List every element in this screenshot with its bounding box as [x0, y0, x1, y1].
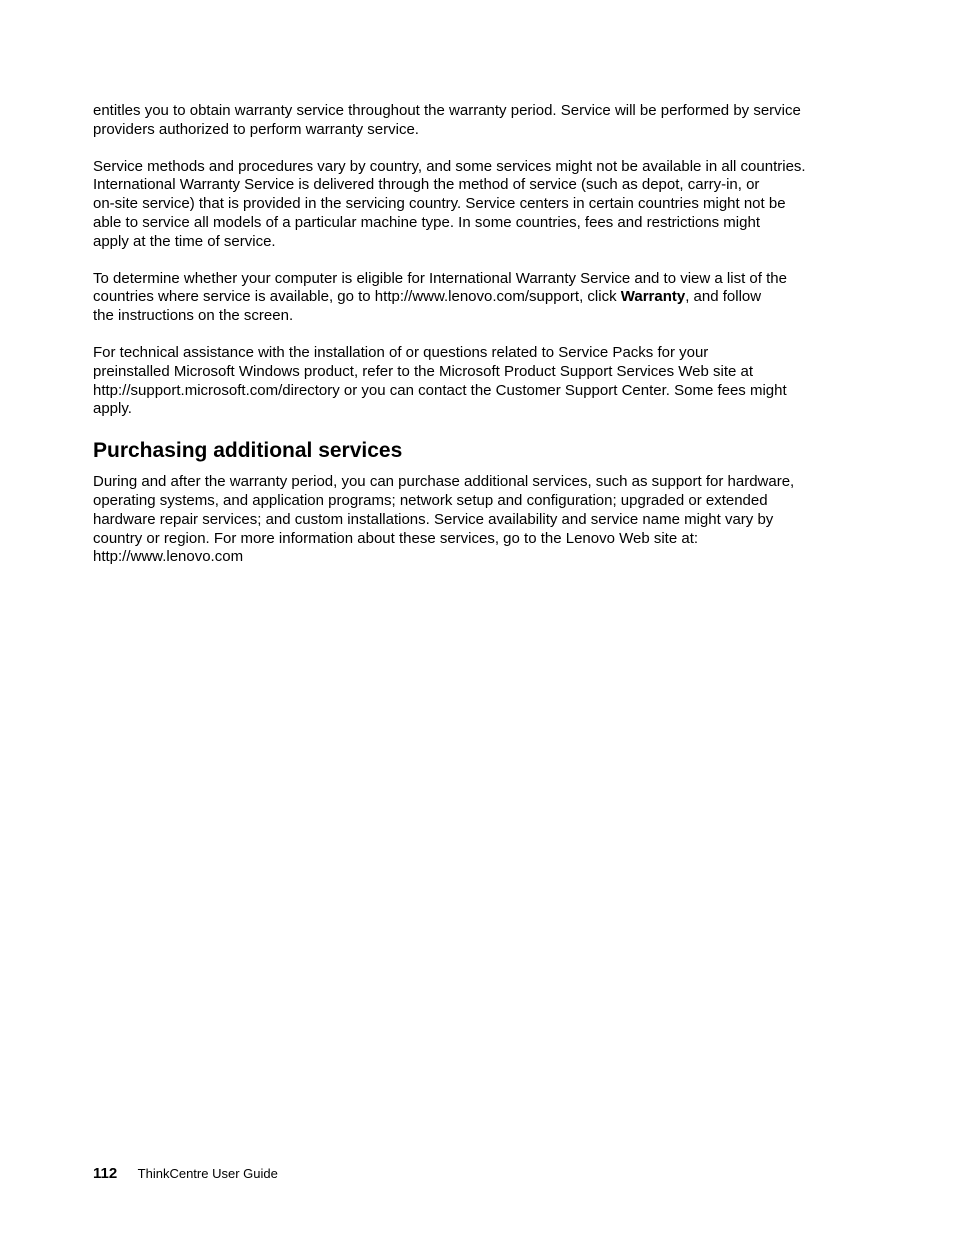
warranty-keyword: Warranty [620, 288, 686, 306]
paragraph-warranty-service [93, 102, 853, 140]
text-line: For technical assistance with the installation of or questions related to Service Packs for your [93, 343, 709, 361]
text-line: providers authorized to perform warranty service. [93, 120, 419, 138]
text-line: the instructions on the screen. [93, 307, 294, 325]
paragraph-additional-services [93, 473, 853, 567]
section-heading: Purchasing additional services [93, 439, 403, 463]
paragraph-technical-assistance [93, 344, 853, 419]
page-number: 112 [93, 1165, 118, 1182]
page-footer [93, 1165, 278, 1183]
text-line: hardware repair services; and custom installations. Service availability and service name might vary by [93, 510, 774, 528]
text-line: http://www.lenovo.com [93, 548, 244, 566]
paragraph-service-methods [93, 158, 853, 252]
text-segment: countries where service is available, go to http://www.lenovo.com/support, click [93, 288, 621, 306]
paragraph-eligibility [93, 270, 853, 326]
document-title: ThinkCentre User Guide [137, 1166, 278, 1181]
text-line: preinstalled Microsoft Windows product, refer to the Microsoft Product Support Services Web site at [93, 362, 753, 380]
text-line: country or region. For more information about these services, go to the Lenovo Web site at: [93, 529, 699, 547]
text-segment: , and follow [685, 288, 762, 306]
text-line: Service methods and procedures vary by country, and some services might not be available in all countries. [93, 157, 806, 175]
text-line: on-site service) that is provided in the servicing country. Service centers in certain countries might not be [93, 195, 786, 213]
text-line: To determine whether your computer is eligible for International Warranty Service and to view a list of the [93, 269, 787, 287]
text-line: apply at the time of service. [93, 232, 276, 250]
text-line: operating systems, and application programs; network setup and configuration; upgraded or extended [93, 491, 768, 509]
text-line: During and after the warranty period, you can purchase additional services, such as support for hardware, [93, 473, 795, 491]
page-content [93, 102, 853, 585]
text-line: International Warranty Service is delivered through the method of service (such as depot, carry-in, or [93, 176, 760, 194]
text-line: http://support.microsoft.com/directory or you can contact the Customer Support Center. Some fees might [93, 381, 787, 399]
text-line [93, 288, 853, 307]
text-line: apply. [93, 400, 132, 418]
text-line: able to service all models of a particular machine type. In some countries, fees and restrictions might [93, 213, 760, 231]
text-line: entitles you to obtain warranty service throughout the warranty period. Service will be performed by service [93, 102, 801, 119]
